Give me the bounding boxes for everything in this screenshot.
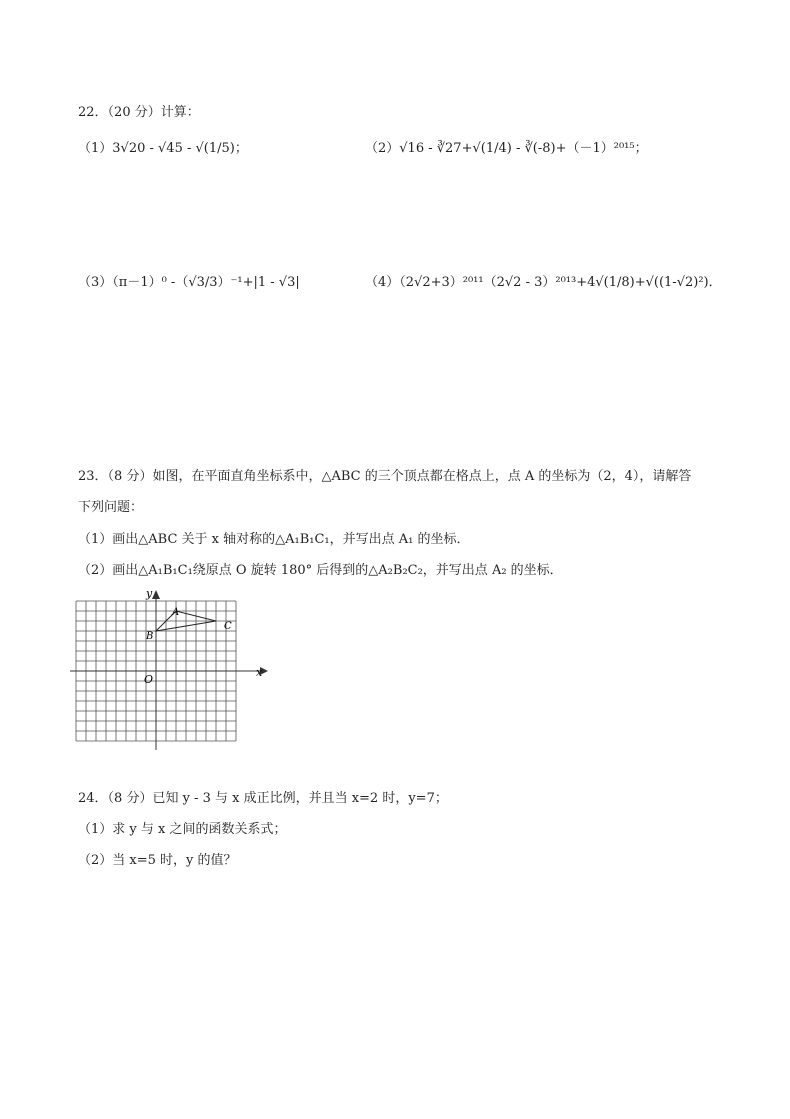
q23-header: 23．（8 分）如图，在平面直角坐标系中，△ABC 的三个顶点都在格点上，点 A 的坐标为（2，4），请解答 — [78, 469, 692, 484]
q22-part4: （4）（2√2+3）²⁰¹¹（2√2 - 3）²⁰¹³+4√(1/8)+√((1-√2)²)． — [365, 275, 722, 290]
q22-header: 22．（20 分）计算： — [78, 105, 200, 120]
q23-part2: （2）画出△A₁B₁C₁绕原点 O 旋转 180° 后得到的△A₂B₂C₂，并写出点 A₂ 的坐标． — [78, 563, 563, 578]
q22-part3: （3）（π－1）⁰ -（√3/3）⁻¹+|1 - √3| — [78, 275, 300, 290]
label-x: x — [256, 666, 263, 679]
coordinate-grid-figure — [70, 585, 270, 755]
label-y: y — [146, 587, 153, 600]
q24-part1: （1）求 y 与 x 之间的函数关系式； — [78, 822, 287, 837]
q23-part1: （1）画出△ABC 关于 x 轴对称的△A₁B₁C₁，并写出点 A₁ 的坐标． — [78, 532, 470, 547]
label-a: A — [172, 607, 180, 618]
q22-part2: （2）√16 - ∛27+√(1/4) - ∛(-8)+（－1）²⁰¹⁵； — [365, 141, 648, 156]
q22-part1: （1）3√20 - √45 - √(1/5)； — [78, 141, 248, 156]
q24-header: 24．（8 分）已知 y - 3 与 x 成正比例，并且当 x=2 时，y=7； — [78, 791, 448, 806]
q23-header-cont: 下列问题： — [78, 500, 144, 515]
q24-part2: （2）当 x=5 时，y 的值？ — [78, 853, 237, 868]
label-c: C — [224, 621, 232, 632]
label-b: B — [146, 631, 154, 642]
y-axis-arrow — [152, 590, 160, 599]
label-origin: O — [144, 673, 154, 686]
